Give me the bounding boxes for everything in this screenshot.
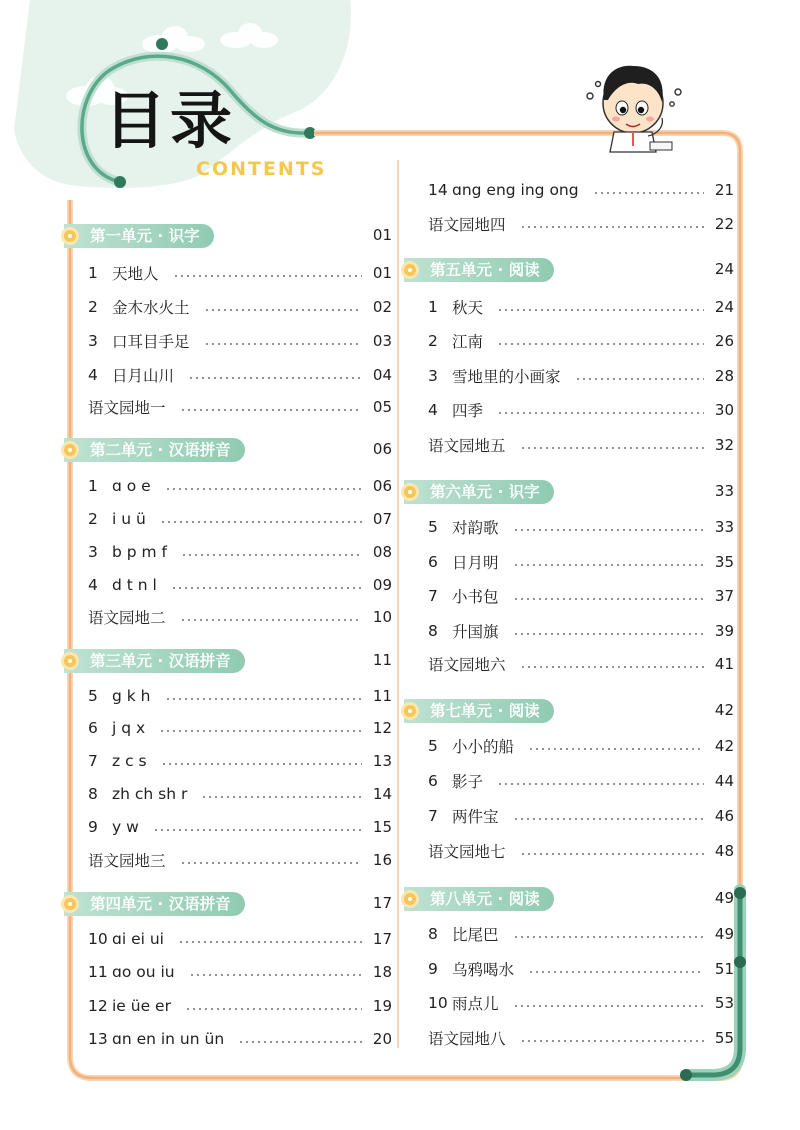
entry-number: 14: [428, 181, 448, 199]
toc-entry[interactable]: [428, 922, 734, 946]
toc-entry[interactable]: [428, 652, 734, 676]
entry-number: 3: [88, 332, 98, 350]
entry-number: 1: [428, 298, 438, 316]
dot-leader: [528, 971, 704, 973]
unit-page: 42: [714, 701, 734, 719]
entry-page: 09: [372, 576, 392, 594]
entry-page: 07: [372, 510, 392, 528]
dot-leader: [165, 698, 363, 700]
entry-page: 30: [714, 401, 734, 419]
entry-title: 雨点儿: [452, 995, 499, 1013]
entry-number: 7: [88, 752, 98, 770]
toc-entry[interactable]: [428, 295, 734, 319]
entry-page: 06: [372, 477, 392, 495]
entry-title: 语文园地二: [88, 609, 166, 627]
unit-label: 第五单元 · 阅读: [404, 258, 554, 282]
toc-entry[interactable]: [428, 619, 734, 643]
dot-leader: [153, 829, 362, 831]
entry-number: 1: [88, 477, 98, 495]
entry-number: 5: [428, 518, 438, 536]
entry-title: 天地人: [112, 265, 159, 283]
entry-number: 9: [88, 818, 98, 836]
toc-entry[interactable]: [428, 769, 734, 793]
entry-page: 11: [372, 687, 392, 705]
unit-page: 11: [372, 651, 392, 669]
entry-page: 39: [714, 622, 734, 640]
dot-leader: [204, 309, 362, 311]
entry-title: 江南: [452, 333, 484, 351]
entry-title: b p m f: [112, 543, 168, 561]
toc-entry[interactable]: [428, 212, 734, 236]
toc-entry[interactable]: [428, 839, 734, 863]
bullet-dot-icon: [401, 890, 419, 908]
dot-leader: [513, 1005, 704, 1007]
unit-page: 24: [714, 260, 734, 278]
bullet-dot-icon: [61, 895, 79, 913]
entry-page: 55: [714, 1029, 734, 1047]
entry-page: 28: [714, 367, 734, 385]
entry-title: ie üe er: [112, 997, 171, 1015]
entry-page: 35: [714, 553, 734, 571]
entry-title: 金木水火土: [112, 299, 190, 317]
entry-page: 03: [372, 332, 392, 350]
toc-entry[interactable]: [88, 605, 392, 629]
toc-entry[interactable]: [428, 550, 734, 574]
toc-entry[interactable]: [88, 815, 392, 839]
unit-label: 第二单元 · 汉语拼音: [64, 438, 245, 462]
entry-number: 4: [88, 366, 98, 384]
toc-entry[interactable]: [88, 573, 392, 597]
entry-page: 18: [372, 963, 392, 981]
entry-title: ɑng eng ing ong: [452, 181, 579, 199]
entry-number: 10: [88, 930, 108, 948]
entry-number: 7: [428, 587, 438, 605]
entry-title: ɑo ou iu: [112, 963, 175, 981]
toc-entry[interactable]: [88, 363, 392, 387]
dot-leader: [513, 818, 704, 820]
bullet-dot-icon: [61, 652, 79, 670]
entry-title: 语文园地五: [428, 437, 506, 455]
toc-entry[interactable]: [88, 684, 392, 708]
toc-entry[interactable]: [88, 960, 392, 984]
unit-label: 第一单元 · 识字: [64, 224, 214, 248]
toc-entry[interactable]: [88, 261, 392, 285]
bullet-dot-icon: [401, 702, 419, 720]
dot-leader: [180, 619, 362, 621]
dot-leader: [513, 936, 704, 938]
toc-entry[interactable]: [88, 395, 392, 419]
entry-title: d t n l: [112, 576, 157, 594]
toc-entry[interactable]: [88, 540, 392, 564]
entry-title: 乌鸦喝水: [452, 961, 515, 979]
boy-mascot-icon: [578, 56, 688, 156]
dot-leader: [181, 554, 362, 556]
bullet-dot-icon: [61, 441, 79, 459]
toc-entry[interactable]: [88, 782, 392, 806]
toc-entry[interactable]: [88, 1027, 392, 1051]
dot-leader: [180, 862, 362, 864]
entry-title: 比尾巴: [452, 926, 499, 944]
entry-page: 15: [372, 818, 392, 836]
unit-page: 17: [372, 894, 392, 912]
toc-entry[interactable]: [428, 178, 734, 202]
entry-number: 5: [88, 687, 98, 705]
unit-label: 第三单元 · 汉语拼音: [64, 649, 245, 673]
entry-title: i u ü: [112, 510, 146, 528]
entry-title: 语文园地八: [428, 1030, 506, 1048]
entry-title: j q x: [112, 719, 146, 737]
entry-title: 四季: [452, 402, 484, 420]
unit-label: 第八单元 · 阅读: [404, 887, 554, 911]
dot-leader: [189, 974, 362, 976]
dot-leader: [513, 529, 704, 531]
entry-page: 49: [714, 925, 734, 943]
unit-header-5[interactable]: [404, 258, 734, 284]
entry-number: 2: [88, 298, 98, 316]
entry-title: y w: [112, 818, 139, 836]
unit-header-2[interactable]: [64, 438, 392, 464]
entry-title: 日月明: [452, 554, 499, 572]
bullet-dot-icon: [401, 261, 419, 279]
entry-number: 9: [428, 960, 438, 978]
toc-entry[interactable]: [88, 295, 392, 319]
dot-leader: [520, 853, 704, 855]
entry-page: 19: [372, 997, 392, 1015]
unit-header-1[interactable]: [64, 224, 392, 250]
toc-entry[interactable]: [428, 515, 734, 539]
entry-title: 语文园地三: [88, 852, 166, 870]
dot-leader: [238, 1041, 362, 1043]
dot-leader: [513, 564, 704, 566]
entry-title: g k h: [112, 687, 151, 705]
entry-title: z c s: [112, 752, 147, 770]
entry-number: 6: [428, 772, 438, 790]
toc-entry[interactable]: [428, 734, 734, 758]
entry-number: 5: [428, 737, 438, 755]
toc-entry[interactable]: [428, 991, 734, 1015]
entry-page: 42: [714, 737, 734, 755]
entry-number: 12: [88, 997, 108, 1015]
dot-leader: [520, 1040, 704, 1042]
entry-page: 46: [714, 807, 734, 825]
unit-header-3[interactable]: [64, 649, 392, 675]
entry-title: 雪地里的小画家: [452, 368, 561, 386]
entry-number: 8: [88, 785, 98, 803]
entry-page: 41: [714, 655, 734, 673]
unit-header-4[interactable]: [64, 892, 392, 918]
entry-page: 05: [372, 398, 392, 416]
entry-number: 3: [88, 543, 98, 561]
toc-entry[interactable]: [428, 329, 734, 353]
unit-header-7[interactable]: [404, 699, 734, 725]
toc-entry[interactable]: [428, 957, 734, 981]
entry-number: 3: [428, 367, 438, 385]
dot-leader: [497, 343, 704, 345]
dot-leader: [178, 941, 362, 943]
entry-title: 口耳目手足: [112, 333, 190, 351]
unit-label: 第四单元 · 汉语拼音: [64, 892, 245, 916]
entry-title: ɑn en in un ün: [112, 1030, 225, 1048]
unit-label: 第七单元 · 阅读: [404, 699, 554, 723]
entry-title: 对韵歌: [452, 519, 499, 537]
unit-page: 49: [714, 889, 734, 907]
toc-entry[interactable]: [428, 398, 734, 422]
entry-title: 小小的船: [452, 738, 515, 756]
dot-leader: [497, 412, 704, 414]
entry-title: 小书包: [452, 588, 499, 606]
entry-page: 37: [714, 587, 734, 605]
toc-entry[interactable]: [428, 584, 734, 608]
entry-title: ɑi ei ui: [112, 930, 164, 948]
toc-entry[interactable]: [88, 474, 392, 498]
entry-title: 语文园地一: [88, 399, 166, 417]
toc-entry[interactable]: [428, 1026, 734, 1050]
toc-entry[interactable]: [428, 804, 734, 828]
entry-title: 影子: [452, 773, 484, 791]
entry-page: 02: [372, 298, 392, 316]
entry-number: 8: [428, 925, 438, 943]
dot-leader: [188, 377, 362, 379]
toc-entry[interactable]: [88, 848, 392, 872]
entry-page: 32: [714, 436, 734, 454]
entry-number: 4: [428, 401, 438, 419]
unit-header-8[interactable]: [404, 887, 734, 913]
entry-title: 语文园地七: [428, 843, 506, 861]
unit-page: 01: [372, 226, 392, 244]
entry-page: 51: [714, 960, 734, 978]
dot-leader: [204, 343, 362, 345]
toc-entry[interactable]: [88, 716, 392, 740]
entry-number: 2: [88, 510, 98, 528]
entry-number: 11: [88, 963, 108, 981]
entry-title: 日月山川: [112, 367, 175, 385]
entry-title: 升国旗: [452, 623, 499, 641]
entry-page: 21: [714, 181, 734, 199]
entry-page: 26: [714, 332, 734, 350]
entry-number: 13: [88, 1030, 108, 1048]
dot-leader: [520, 666, 704, 668]
entry-title: 语文园地四: [428, 216, 506, 234]
unit-page: 06: [372, 440, 392, 458]
entry-number: 4: [88, 576, 98, 594]
toc-entry[interactable]: [428, 364, 734, 388]
bullet-dot-icon: [61, 227, 79, 245]
dot-leader: [528, 748, 704, 750]
unit-page: 33: [714, 482, 734, 500]
entry-page: 13: [372, 752, 392, 770]
toc-entry[interactable]: [428, 433, 734, 457]
dot-leader: [497, 783, 704, 785]
entry-page: 17: [372, 930, 392, 948]
dot-leader: [575, 378, 704, 380]
entry-title: ɑ o e: [112, 477, 151, 495]
toc-entry[interactable]: [88, 927, 392, 951]
entry-number: 6: [88, 719, 98, 737]
toc-entry[interactable]: [88, 507, 392, 531]
entry-page: 53: [714, 994, 734, 1012]
entry-number: 1: [88, 264, 98, 282]
page-subtitle: CONTENTS: [196, 158, 327, 180]
toc-entry[interactable]: [88, 329, 392, 353]
entry-title: 秋天: [452, 299, 484, 317]
entry-page: 08: [372, 543, 392, 561]
entry-page: 04: [372, 366, 392, 384]
entry-page: 20: [372, 1030, 392, 1048]
bullet-dot-icon: [401, 483, 419, 501]
entry-page: 10: [372, 608, 392, 626]
dot-leader: [171, 587, 362, 589]
dot-leader: [520, 447, 704, 449]
entry-title: zh ch sh r: [112, 785, 188, 803]
entry-page: 01: [372, 264, 392, 282]
dot-leader: [180, 409, 362, 411]
entry-title: 两件宝: [452, 808, 499, 826]
entry-page: 24: [714, 298, 734, 316]
entry-number: 10: [428, 994, 448, 1012]
page-title: 目录: [104, 84, 237, 157]
entry-page: 16: [372, 851, 392, 869]
dot-leader: [513, 598, 704, 600]
unit-header-6[interactable]: [404, 480, 734, 506]
entry-page: 48: [714, 842, 734, 860]
toc-entry[interactable]: [88, 994, 392, 1018]
entry-number: 6: [428, 553, 438, 571]
toc-entry[interactable]: [88, 749, 392, 773]
dot-leader: [593, 192, 704, 194]
entry-number: 8: [428, 622, 438, 640]
dot-leader: [173, 275, 362, 277]
dot-leader: [160, 521, 362, 523]
entry-page: 44: [714, 772, 734, 790]
entry-page: 33: [714, 518, 734, 536]
unit-label: 第六单元 · 识字: [404, 480, 554, 504]
entry-page: 22: [714, 215, 734, 233]
dot-leader: [201, 796, 362, 798]
entry-number: 7: [428, 807, 438, 825]
dot-leader: [165, 488, 362, 490]
dot-leader: [161, 763, 362, 765]
dot-leader: [185, 1008, 362, 1010]
entry-page: 12: [372, 719, 392, 737]
dot-leader: [497, 309, 704, 311]
dot-leader: [520, 226, 704, 228]
dot-leader: [159, 730, 362, 732]
entry-page: 14: [372, 785, 392, 803]
entry-number: 2: [428, 332, 438, 350]
entry-title: 语文园地六: [428, 656, 506, 674]
dot-leader: [513, 633, 704, 635]
